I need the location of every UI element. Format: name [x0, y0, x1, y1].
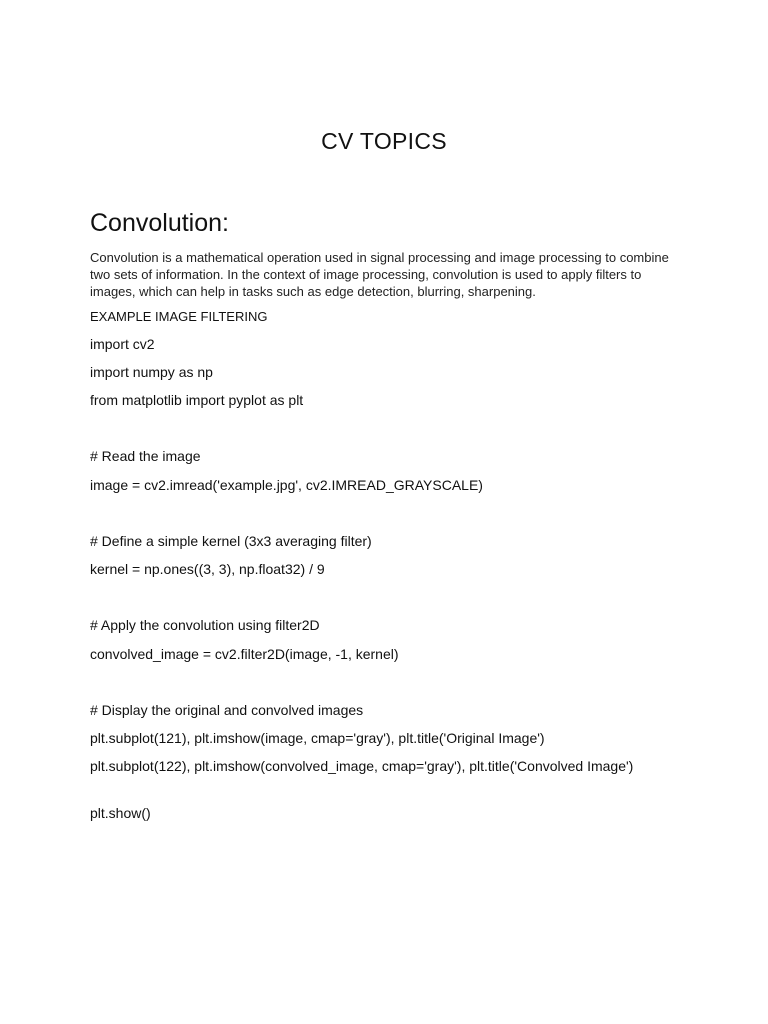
document-title: CV TOPICS [321, 128, 447, 154]
code-line: plt.subplot(122), plt.imshow(convolved_image, cmap='gray'), plt.title('Convolved Image') [90, 758, 634, 774]
code-line: import numpy as np [90, 364, 213, 380]
code-comment: # Display the original and convolved images [90, 702, 364, 718]
code-line: plt.subplot(121), plt.imshow(image, cmap='gray'), plt.title('Original Image') [90, 730, 545, 746]
code-comment: # Apply the convolution using filter2D [90, 617, 320, 633]
code-line: import cv2 [90, 336, 155, 352]
code-line: kernel = np.ones((3, 3), np.float32) / 9 [90, 561, 325, 577]
code-comment: # Define a simple kernel (3x3 averaging filter) [90, 533, 372, 549]
code-line: from matplotlib import pyplot as plt [90, 392, 304, 408]
code-comment: # Read the image [90, 448, 201, 464]
code-line: convolved_image = cv2.filter2D(image, -1, kernel) [90, 646, 399, 662]
code-line: plt.show() [90, 805, 151, 821]
example-label: EXAMPLE IMAGE FILTERING [90, 309, 268, 324]
code-line: image = cv2.imread('example.jpg', cv2.IMREAD_GRAYSCALE) [90, 477, 483, 493]
intro-paragraph: Convolution is a mathematical operation used in signal processing and image processing to combine two sets of information. In the context of image processing, convolution is used to apply filters to images, which can help in tasks such as edge detection, blurring, sharpening. [90, 250, 669, 299]
section-heading: Convolution: [90, 209, 229, 237]
